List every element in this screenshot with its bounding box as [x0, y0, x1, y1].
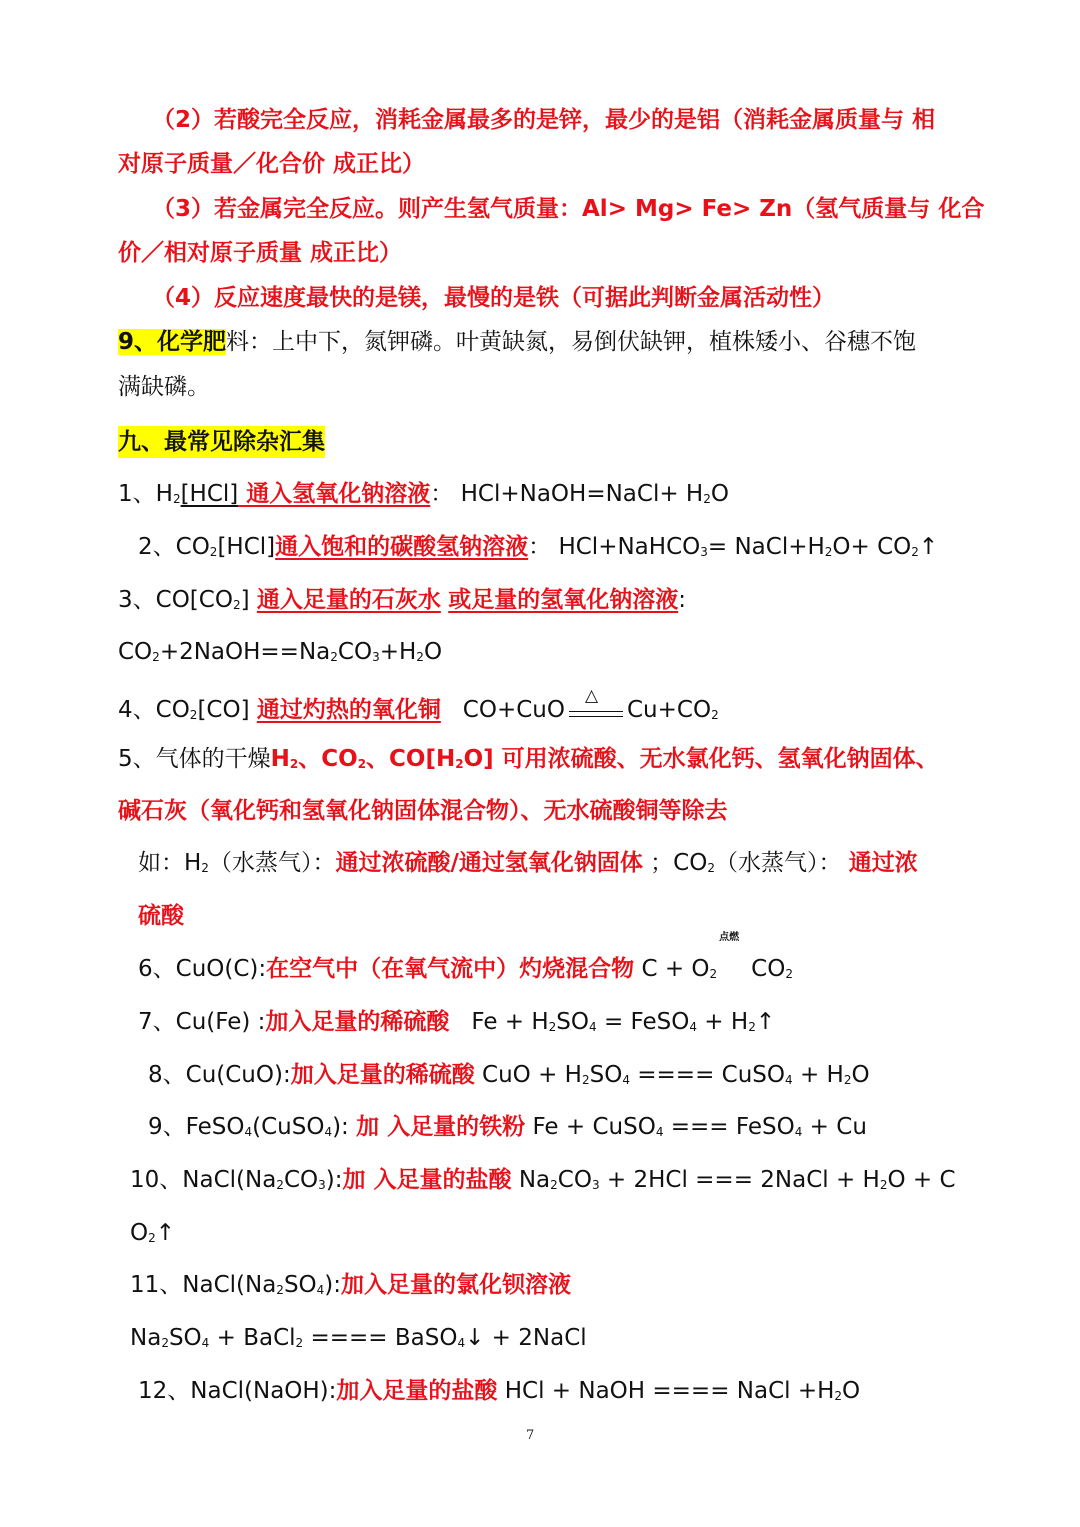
text-segment: 点燃	[719, 931, 740, 943]
text-segment: :	[678, 587, 686, 613]
text-segment: ↑	[918, 534, 939, 560]
text-segment: 如：H	[138, 850, 202, 876]
text-segment: 9、FeSO	[148, 1114, 245, 1140]
text-segment: ↓	[465, 1325, 485, 1351]
text-segment: + Cu	[802, 1114, 867, 1140]
text-segment: (CuSO	[252, 1114, 325, 1140]
subscript: 2	[152, 650, 160, 664]
subscript: 2	[172, 492, 181, 506]
item-12	[138, 1375, 860, 1407]
text-line: 对原子质量／化合价 成正比）	[118, 151, 426, 177]
text-segment: C + O	[641, 956, 710, 982]
text-segment: SO	[168, 1325, 202, 1351]
text-segment: = NaCl+H	[707, 534, 825, 560]
text-segment: 加入足量的盐酸	[336, 1378, 498, 1404]
text-segment: 通入足量的石灰水	[256, 587, 441, 613]
text-line: （2）若酸完全反应，消耗金属最多的是锌，最少的是铝（消耗金属质量与 相	[152, 107, 936, 133]
subscript: 4	[244, 1125, 253, 1139]
item-10	[130, 1164, 956, 1196]
section-heading: 九、最常见除杂汇集	[118, 426, 325, 458]
text-line: 硫酸	[138, 903, 184, 929]
subscript: 2	[843, 1073, 852, 1087]
text-segment: H	[270, 746, 290, 772]
text-segment: 通入饱和的碳酸氢钠溶液	[275, 534, 529, 560]
text-segment: Fe + CuSO	[532, 1114, 656, 1140]
subscript: 2	[824, 545, 833, 559]
text-segment: ==== BaSO	[303, 1325, 458, 1351]
text-segment: O+ CO	[832, 534, 912, 560]
text-segment: 通入氢氧化钠溶液	[238, 481, 431, 507]
item-1	[118, 478, 729, 510]
text-segment: ：	[430, 481, 454, 507]
subscript: 2	[581, 1073, 590, 1087]
subscript: 4	[316, 1283, 325, 1297]
text-segment: Na	[130, 1325, 162, 1351]
subscript: 2	[276, 1178, 284, 1192]
text-segment: O + C	[887, 1167, 956, 1193]
highlighted-text: 9、化学肥	[118, 329, 227, 355]
text-segment: CO	[337, 639, 373, 665]
subscript: 2	[785, 967, 793, 981]
subscript: 2	[709, 967, 718, 981]
text-segment: ；CO	[650, 850, 708, 876]
text-segment: ):	[324, 1272, 342, 1298]
subscript: 2	[911, 545, 919, 559]
subscript: 2	[550, 1178, 558, 1192]
text-segment: 8、Cu(CuO):	[148, 1062, 291, 1088]
text-segment: 、CO	[298, 746, 358, 772]
text-line: 价／相对原子质量 成正比）	[118, 240, 403, 266]
subscript: 3	[591, 1178, 600, 1192]
text-segment: O	[130, 1220, 149, 1246]
subscript: 2	[703, 492, 711, 506]
subscript: 2	[289, 757, 299, 771]
text-segment: Fe + H	[471, 1009, 549, 1035]
subscript: 3	[372, 650, 380, 664]
text-segment	[569, 716, 623, 718]
text-line: 满缺磷。	[118, 374, 210, 400]
text-segment: [HCl]	[180, 481, 239, 507]
text-segment: 加入足量的氯化钡溶液	[341, 1272, 572, 1298]
text-segment: 4、CO	[118, 697, 190, 723]
subscript: 2	[357, 757, 367, 771]
subscript: 2	[548, 1020, 557, 1034]
text-segment: 、CO[H	[366, 746, 456, 772]
text-segment: 通过灼热的氧化铜	[256, 697, 441, 723]
triangle-icon: △	[584, 685, 599, 706]
item-5-example	[138, 847, 918, 879]
text-segment: 2、CO	[138, 534, 210, 560]
item-11	[130, 1269, 571, 1301]
subscript: 4	[201, 1336, 210, 1350]
text-segment: 12、NaCl(NaOH):	[138, 1378, 337, 1404]
text-segment: + 2HCl === 2NaCl + H	[599, 1167, 880, 1193]
text-segment: 1、H	[118, 481, 173, 507]
text-line: （3）若金属完全反应。则产生氢气质量：Al> Mg> Fe> Zn（氢气质量与 化合	[152, 196, 985, 222]
text-segment: （水蒸气）：	[714, 850, 842, 876]
text-segment: = FeSO	[596, 1009, 690, 1035]
subscript: 4	[655, 1125, 664, 1139]
subscript: 2	[276, 1283, 284, 1297]
heat-condition	[567, 685, 625, 721]
item-4	[118, 685, 719, 726]
text-segment: + H	[697, 1009, 749, 1035]
item-6	[138, 931, 793, 986]
text-segment: 加入足量的稀硫酸	[290, 1062, 475, 1088]
item-2	[138, 531, 938, 563]
text-segment: O] 可用浓硫酸、无水氯化钙、氢氧化钠固体、	[463, 746, 939, 772]
subscript: 2	[232, 598, 241, 612]
page-number: 7	[526, 1428, 535, 1443]
text-segment: + H	[792, 1062, 844, 1088]
text-segment: ]	[240, 587, 250, 613]
item-8	[148, 1059, 870, 1091]
subscript: 4	[689, 1020, 697, 1034]
subscript: 2	[879, 1178, 888, 1192]
text-line: （4）反应速度最快的是镁，最慢的是铁（可据此判断金属活动性）	[152, 285, 836, 311]
item-11-equation	[130, 1322, 587, 1354]
text-segment	[569, 711, 623, 713]
text-segment: CO	[283, 1167, 319, 1193]
subscript: 3	[700, 545, 708, 559]
subscript: 2	[711, 708, 719, 722]
subscript: 2	[834, 1389, 843, 1403]
subscript: 3	[318, 1178, 326, 1192]
text-segment: 3、CO[CO	[118, 587, 233, 613]
text-segment: 通过浓硫酸/通过氢氧化钠固体	[335, 850, 643, 876]
subscript: 2	[148, 1231, 156, 1245]
subscript: 4	[457, 1336, 466, 1350]
text-segment: 加入足量的稀硫酸	[265, 1009, 450, 1035]
subscript: 2	[201, 861, 209, 875]
subscript: 2	[455, 757, 464, 771]
subscript: 2	[748, 1020, 756, 1034]
text-segment: ：	[528, 534, 552, 560]
text-segment: 加 入足量的铁粉	[356, 1114, 526, 1140]
text-segment: 在空气中（在氧气流中）灼烧混合物	[266, 956, 635, 982]
text-segment: 10、NaCl(Na	[130, 1167, 277, 1193]
subscript: 2	[209, 545, 218, 559]
text-segment: ):	[332, 1114, 349, 1140]
text-segment: [CO]	[197, 697, 250, 723]
subscript: 2	[295, 1336, 304, 1350]
item-5	[118, 743, 939, 775]
text-segment: ↑	[155, 1220, 176, 1246]
text-segment: HCl+NaOH=NaCl+ H	[460, 481, 704, 507]
subscript: 2	[416, 650, 424, 664]
text-segment: [HCl]	[217, 534, 276, 560]
text-segment: ):	[325, 1167, 343, 1193]
ignite-condition	[717, 931, 751, 986]
item-3-equation	[118, 636, 442, 668]
text-segment: 通过浓	[848, 850, 918, 876]
text-segment: +2NaOH==Na	[159, 639, 331, 665]
text-segment: === FeSO	[663, 1114, 795, 1140]
text-segment: CO	[751, 956, 786, 982]
text-segment: O	[842, 1378, 861, 1404]
text-segment: 6、CuO(C):	[138, 956, 267, 982]
item-9	[148, 1111, 867, 1143]
subscript: 2	[189, 708, 198, 722]
text: 料：上中下，氮钾磷。叶黄缺氮，易倒伏缺钾，植株矮小、谷穗不饱	[226, 329, 917, 355]
subscript: 2	[330, 650, 338, 664]
text-segment: 7、Cu(Fe) :	[138, 1009, 266, 1035]
text-segment: CO+CuO	[462, 697, 565, 723]
text-segment: O	[851, 1062, 870, 1088]
text-segment: 加 入足量的盐酸	[342, 1167, 512, 1193]
text-segment: Cu+CO	[626, 697, 712, 723]
text-segment: ==== CuSO	[629, 1062, 786, 1088]
item-3	[118, 584, 686, 616]
text-segment: ↑	[755, 1009, 776, 1035]
text-segment: CO	[557, 1167, 592, 1193]
text-line: 碱石灰（氧化钙和氢氧化钠固体混合物）、无水硫酸铜等除去	[118, 798, 728, 824]
subscript: 4	[785, 1073, 793, 1087]
text-segment: 或足量的氢氧化钠溶液	[448, 587, 679, 613]
text-segment: SO	[556, 1009, 589, 1035]
text-segment: CuO + H	[482, 1062, 582, 1088]
item-10-cont	[130, 1217, 175, 1249]
subscript: 2	[161, 1336, 169, 1350]
text-segment: HCl+NaHCO	[558, 534, 701, 560]
text-segment: SO	[283, 1272, 317, 1298]
text-segment: O	[423, 639, 443, 665]
fertilizer-line	[118, 326, 916, 358]
text-segment: + 2NaCl	[484, 1325, 587, 1351]
text-segment: 5、气体的干燥	[118, 746, 271, 772]
text-segment: （水蒸气）：	[208, 850, 336, 876]
subscript: 4	[589, 1020, 597, 1034]
subscript: 4	[794, 1125, 803, 1139]
text-segment: CO	[118, 639, 153, 665]
text-segment: HCl + NaOH ==== NaCl +H	[504, 1378, 835, 1404]
text-segment: SO	[589, 1062, 623, 1088]
text-segment: Na	[518, 1167, 551, 1193]
subscript: 2	[707, 861, 715, 875]
subscript: 4	[622, 1073, 630, 1087]
item-7	[138, 1006, 775, 1038]
text-segment: O	[710, 481, 729, 507]
text-segment: + BaCl	[209, 1325, 296, 1351]
subscript: 4	[324, 1125, 333, 1139]
text-segment: +H	[379, 639, 417, 665]
text-segment: 11、NaCl(Na	[130, 1272, 277, 1298]
